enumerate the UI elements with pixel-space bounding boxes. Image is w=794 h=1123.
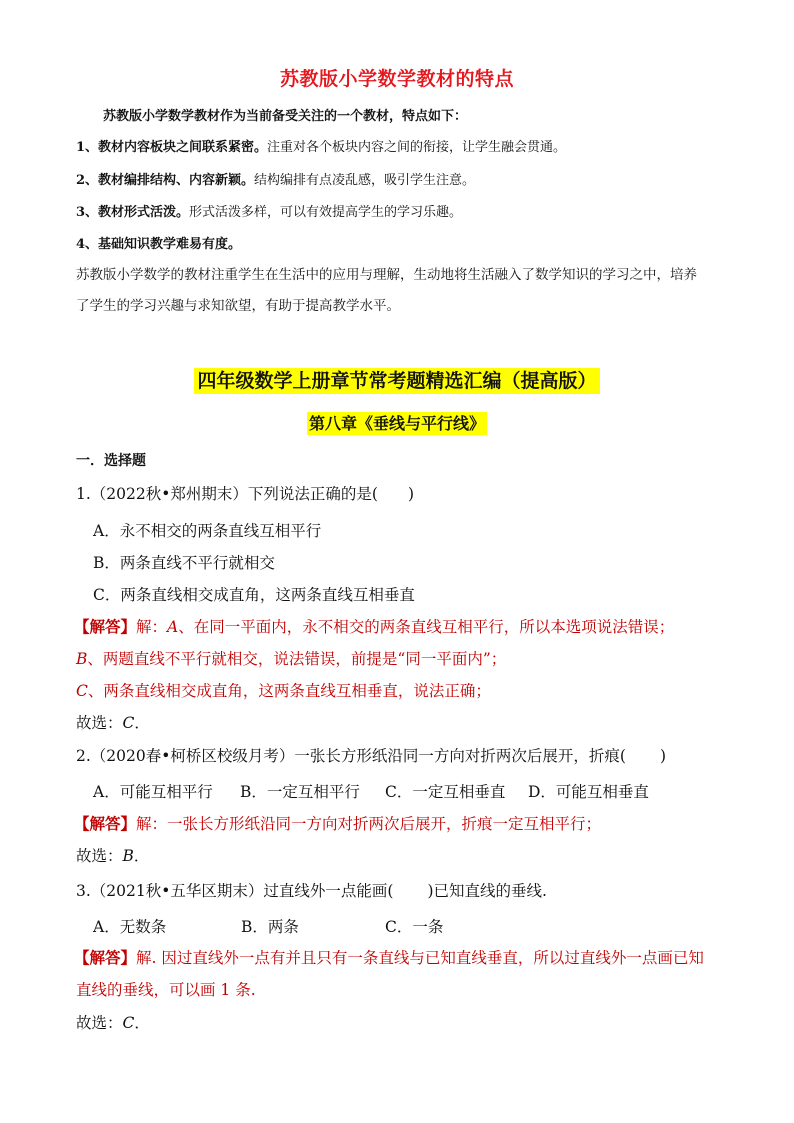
choice-letter: C: [122, 714, 135, 732]
intro-point-head: 4、基础知识教学难易有度。: [76, 237, 242, 252]
question-2-answer: [74, 814, 601, 834]
intro-point-2: [76, 172, 475, 190]
choice-letter: B: [122, 847, 134, 865]
question-stem-close: ): [407, 485, 414, 503]
intro-title: 苏教版小学数学教材的特点: [279, 68, 514, 90]
question-3-choice: [76, 1013, 150, 1033]
chapter-title-text: 第八章《垂线与平行线》: [308, 414, 485, 433]
intro-point-head: 3、教材形式活泼。: [76, 205, 190, 220]
question-3-option-c: C．一条: [385, 918, 444, 936]
answer-text: 、两条直线相交成直角，这两条直线互相垂直，说法正确；: [87, 682, 491, 700]
answer-letter: C: [76, 682, 88, 700]
intro-point-3: [76, 204, 462, 222]
answer-prefix: 解：: [136, 618, 168, 636]
answer-text: 、两题直线不平行就相交，说法错误，前提是“同一平面内”；: [87, 650, 507, 668]
question-2-choice: [76, 846, 149, 866]
question-2-option-a: A．可能互相平行: [93, 783, 213, 801]
intro-point-1: [76, 139, 566, 157]
intro-point-head: 1、教材内容板块之间联系紧密。: [76, 140, 268, 155]
choice-end: ．: [134, 714, 150, 732]
intro-point-text: 结构编排有点凌乱感，吸引学生注意。: [254, 173, 476, 188]
intro-point-4: [76, 236, 241, 254]
question-2-stem: [76, 746, 666, 766]
question-1-stem: [76, 484, 414, 504]
choice-label: 故选：: [76, 1014, 123, 1032]
question-3-option-a: A．无数条: [93, 918, 167, 936]
question-2-option-b: B．一定互相平行: [240, 783, 360, 801]
question-3-stem: [76, 881, 547, 901]
question-1-option-a: A．永不相交的两条直线互相平行: [93, 522, 322, 540]
answer-letter: A: [167, 618, 179, 636]
question-1-answer-line-3: [76, 681, 491, 701]
question-stem-text: 2.（2020春•柯桥区校级月考）一张长方形纸沿同一方向对折两次后展开，折痕(: [76, 747, 626, 765]
question-2-option-d: D．可能互相垂直: [528, 783, 649, 801]
question-1-choice: [76, 713, 150, 733]
intro-point-head: 2、教材编排结构、内容新颖。: [76, 173, 255, 188]
intro-summary-line-2: 了学生的学习兴趣与求知欲望，有助于提高教学水平。: [76, 298, 400, 314]
question-3-option-b: B．两条: [241, 918, 299, 936]
intro-lead: 苏教版小学数学教材作为当前备受关注的一个教材，特点如下：: [103, 109, 468, 124]
answer-text: 解：一张长方形纸沿同一方向对折两次后展开，折痕一定互相平行；: [136, 815, 602, 833]
choice-letter: C: [122, 1014, 135, 1032]
main-title-text: 四年级数学上册章节常考题精选汇编（提高版）: [194, 368, 599, 394]
section-heading: 一．选择题: [76, 453, 146, 469]
answer-text: 、在同一平面内，永不相交的两条直线互相平行，所以本选项说法错误；: [178, 618, 675, 636]
question-1-option-c: C．两条直线相交成直角，这两条直线互相垂直: [93, 586, 415, 604]
intro-point-text: 形式活泼多样，可以有效提高学生的学习乐趣。: [189, 205, 463, 220]
answer-letter: B: [76, 650, 88, 668]
answer-tag: 【解答】: [74, 948, 137, 967]
intro-summary-line-1: 苏教版小学数学的教材注重学生在生活中的应用与理解，生动地将生活融入了数学知识的学习之中，培养: [76, 267, 697, 283]
question-stem-close: )已知直线的垂线.: [427, 882, 547, 900]
question-1-answer-line-1: [74, 617, 674, 637]
choice-end: ．: [133, 847, 150, 865]
question-3-answer-line-2: 直线的垂线，可以画 1 条.: [76, 981, 256, 999]
choice-label: 故选：: [76, 847, 123, 865]
intro-point-text: 注重对各个板块内容之间的衔接，让学生融会贯通。: [267, 140, 567, 155]
answer-text: 解. 因过直线外一点有并且只有一条直线与已知直线垂直，所以过直线外一点画已知: [136, 949, 704, 967]
choice-end: ．: [134, 1014, 150, 1032]
question-2-option-c: C．一定互相垂直: [385, 783, 506, 801]
chapter-title: [0, 411, 794, 434]
answer-tag: 【解答】: [74, 814, 137, 833]
answer-tag: 【解答】: [74, 617, 137, 636]
main-title: [0, 366, 794, 393]
question-3-answer-line-1: [74, 948, 704, 968]
question-stem-text: 3.（2021秋•五华区期末）过直线外一点能画(: [76, 882, 394, 900]
question-1-option-b: B．两条直线不平行就相交: [93, 554, 275, 572]
question-stem-close: ): [659, 747, 666, 765]
question-1-answer-line-2: [76, 649, 506, 669]
question-stem-text: 1.（2022秋•郑州期末）下列说法正确的是(: [76, 485, 378, 503]
choice-label: 故选：: [76, 714, 123, 732]
